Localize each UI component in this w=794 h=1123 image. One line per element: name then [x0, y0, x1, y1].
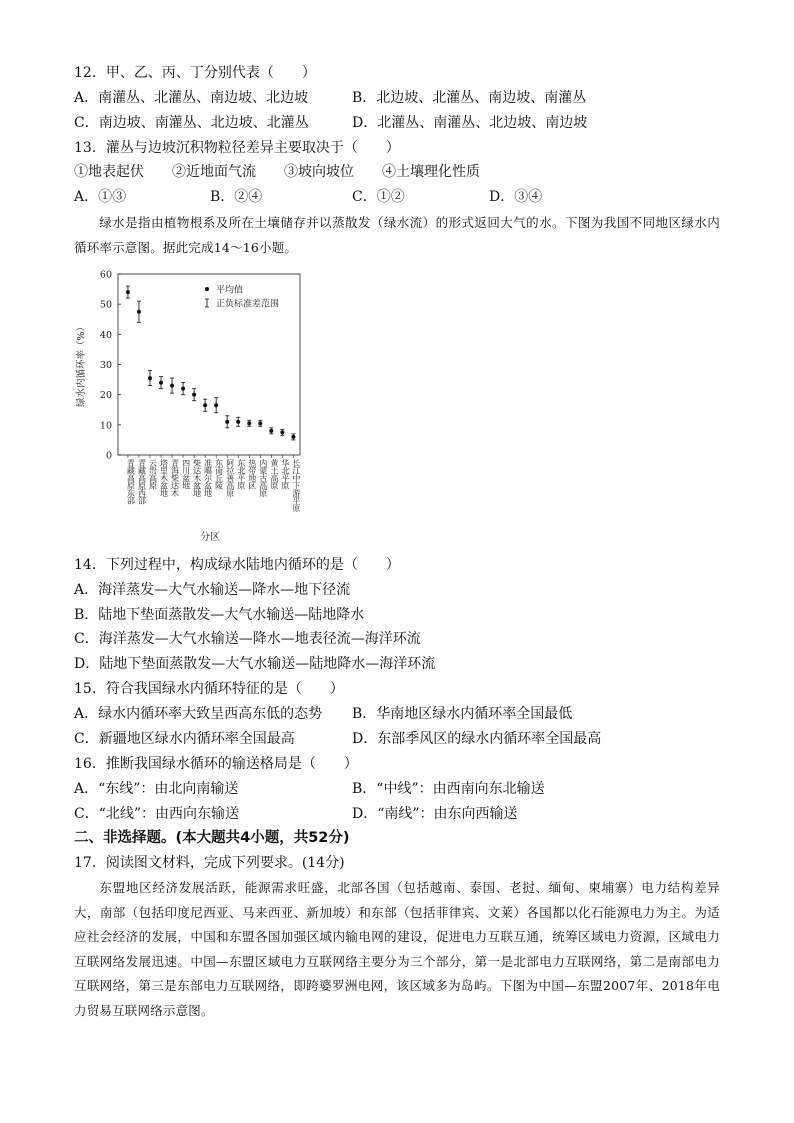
q14-option-b: B．陆地下垫面蒸散发—大气水输送—陆地降水 [74, 607, 365, 623]
y-tick-label: 20 [99, 390, 112, 402]
y-tick-label: 0 [105, 450, 112, 462]
q14-stem: 14．下列过程中，构成绿水陆地内循环的是（ ） [74, 557, 400, 573]
q16-stem: 16．推断我国绿水循环的输送格局是（ ） [74, 756, 358, 772]
q13-option-b: B．②④ [210, 189, 263, 205]
data-point [214, 403, 218, 407]
q13-option-c: C．①② [352, 189, 405, 205]
x-category-label: 东南丘陵 [214, 459, 224, 489]
x-category-label: 塔里木盆地 [159, 459, 169, 497]
x-category-label: 云贵高原 [148, 459, 158, 489]
data-point [170, 384, 174, 388]
passage-green-water [74, 211, 720, 260]
data-point [192, 393, 196, 397]
x-category-label: 青藏高原西部 [137, 459, 147, 504]
legend-mean-marker [205, 287, 209, 291]
q13-option-d: D．③④ [489, 189, 543, 205]
section-2-heading: 二、非选择题。(本大题共4小题，共52分) [74, 830, 350, 846]
x-category-label: 阿拉善高原 [225, 459, 235, 497]
q15-option-d: D．东部季风区的绿水内循环率全国最高 [352, 731, 602, 747]
x-category-label: 东北平原 [236, 459, 246, 489]
q16-option-b: B．“中线”：由西南向东北输送 [352, 781, 545, 797]
y-tick-label: 10 [99, 420, 112, 432]
data-point [126, 290, 130, 294]
q15-option-b: B．华南地区绿水内循环率全国最低 [352, 706, 573, 722]
q14-option-d: D．陆地下垫面蒸散发—大气水输送—陆地降水—海洋环流 [74, 656, 436, 672]
q12-stem: 12．甲、乙、丙、丁分别代表（ ） [74, 65, 316, 81]
data-point [159, 381, 163, 385]
q12-option-c: C．南边坡、南灌丛、北边坡、北灌丛 [74, 115, 309, 131]
y-axis-label: 绿水内循环率（%） [76, 321, 87, 408]
y-tick-label: 30 [99, 360, 112, 371]
q12-option-b: B．北边坡、北灌丛、南边坡、南灌丛 [352, 90, 587, 106]
q17-passage [74, 876, 720, 1023]
x-category-label: 青藏高原东部 [126, 459, 136, 504]
q13-items: ①地表起伏 ②近地面气流 ③坡向坡位 ④土壤理化性质 [74, 164, 480, 180]
y-tick-label: 40 [99, 329, 112, 341]
x-category-label: 长江中下游平原 [291, 459, 301, 512]
data-point [258, 421, 262, 425]
q14-option-c: C．海洋蒸发—大气水输送—降水—地表径流—海洋环流 [74, 631, 421, 647]
q15-option-c: C．新疆地区绿水内循环率全国最高 [74, 731, 295, 747]
x-category-label: 热带地区 [247, 459, 257, 489]
q12-option-d: D．北灌丛、南灌丛、北边坡、南边坡 [352, 115, 588, 131]
legend-mean-label: 平均值 [216, 285, 244, 296]
data-point [291, 435, 295, 439]
q16-option-d: D．“南线”：由东向西输送 [352, 806, 518, 822]
passage-green-water-text: 绿水是指由植物根系及所在土壤储存并以蒸散发（绿水流）的形式返回大气的水。下图为我国不同地区绿水内循环率示意图。据此完成14～16小题。 [74, 215, 720, 255]
data-point [203, 403, 207, 407]
x-category-label: 黄土高原 [269, 459, 279, 489]
y-tick-label: 60 [99, 269, 112, 281]
green-water-chart [70, 268, 310, 546]
x-category-label: 内蒙古高原 [258, 459, 268, 497]
q13-option-a: A．①③ [74, 189, 127, 205]
x-category-label: 四川盆地 [181, 459, 191, 489]
data-point [269, 429, 273, 433]
y-tick-label: 50 [99, 299, 112, 311]
q15-stem: 15．符合我国绿水内循环特征的是（ ） [74, 681, 344, 697]
x-axis-label: 分区 [200, 532, 220, 543]
x-category-label: 华北平原 [280, 459, 290, 489]
data-point [280, 430, 284, 434]
q16-option-c: C．“北线”：由西向东输送 [74, 806, 240, 822]
q14-option-a: A．海洋蒸发—大气水输送—降水—地下径流 [74, 582, 351, 598]
data-point [236, 420, 240, 424]
q15-option-a: A．绿水内循环率大致呈西高东低的态势 [74, 706, 323, 722]
q16-option-a: A．“东线”：由北向南输送 [74, 781, 239, 797]
x-category-label: 柴达木盆地 [192, 459, 202, 497]
data-point [225, 420, 229, 424]
data-point [181, 387, 185, 391]
legend-errorbar-label: 正负标准差范围 [216, 299, 280, 310]
data-point [247, 421, 251, 425]
q17-passage-text: 东盟地区经济发展活跃，能源需求旺盛，北部各国（包括越南、泰国、老挝、缅甸、柬埔寨）电力结构差异大，南部（包括印度尼西亚、马来西亚、新加坡）和东部（包括菲律宾、文莱）各国都以化石能源电力为主。为适应社会经济的发展，中国和东盟各国加强区域内输电网的建设，促进电力互联互通，统筹区域电力资源，区域电力互联网络发展迅速。中国—东盟区域电力互联网络主要分为三个部分，第一是北部电力互联网络，第二是南部电力互联网络，第三是东部电力互联网络，即跨婆罗洲电网，该区域多为岛屿。下图为中国—东盟2007年、2018年电力贸易互联网络示意图。 [74, 880, 720, 1018]
q12-option-a: A．南灌丛、北灌丛、南边坡、北边坡 [74, 90, 309, 106]
data-point [148, 376, 152, 380]
q17-stem: 17．阅读图文材料，完成下列要求。(14分) [74, 855, 345, 871]
x-category-label: 青海柴达木 [170, 459, 180, 497]
x-category-label: 准噶尔盆地 [203, 459, 213, 497]
data-point [137, 310, 141, 314]
q13-stem: 13．灌丛与边坡沉积物粒径差异主要取决于（ ） [74, 140, 400, 156]
